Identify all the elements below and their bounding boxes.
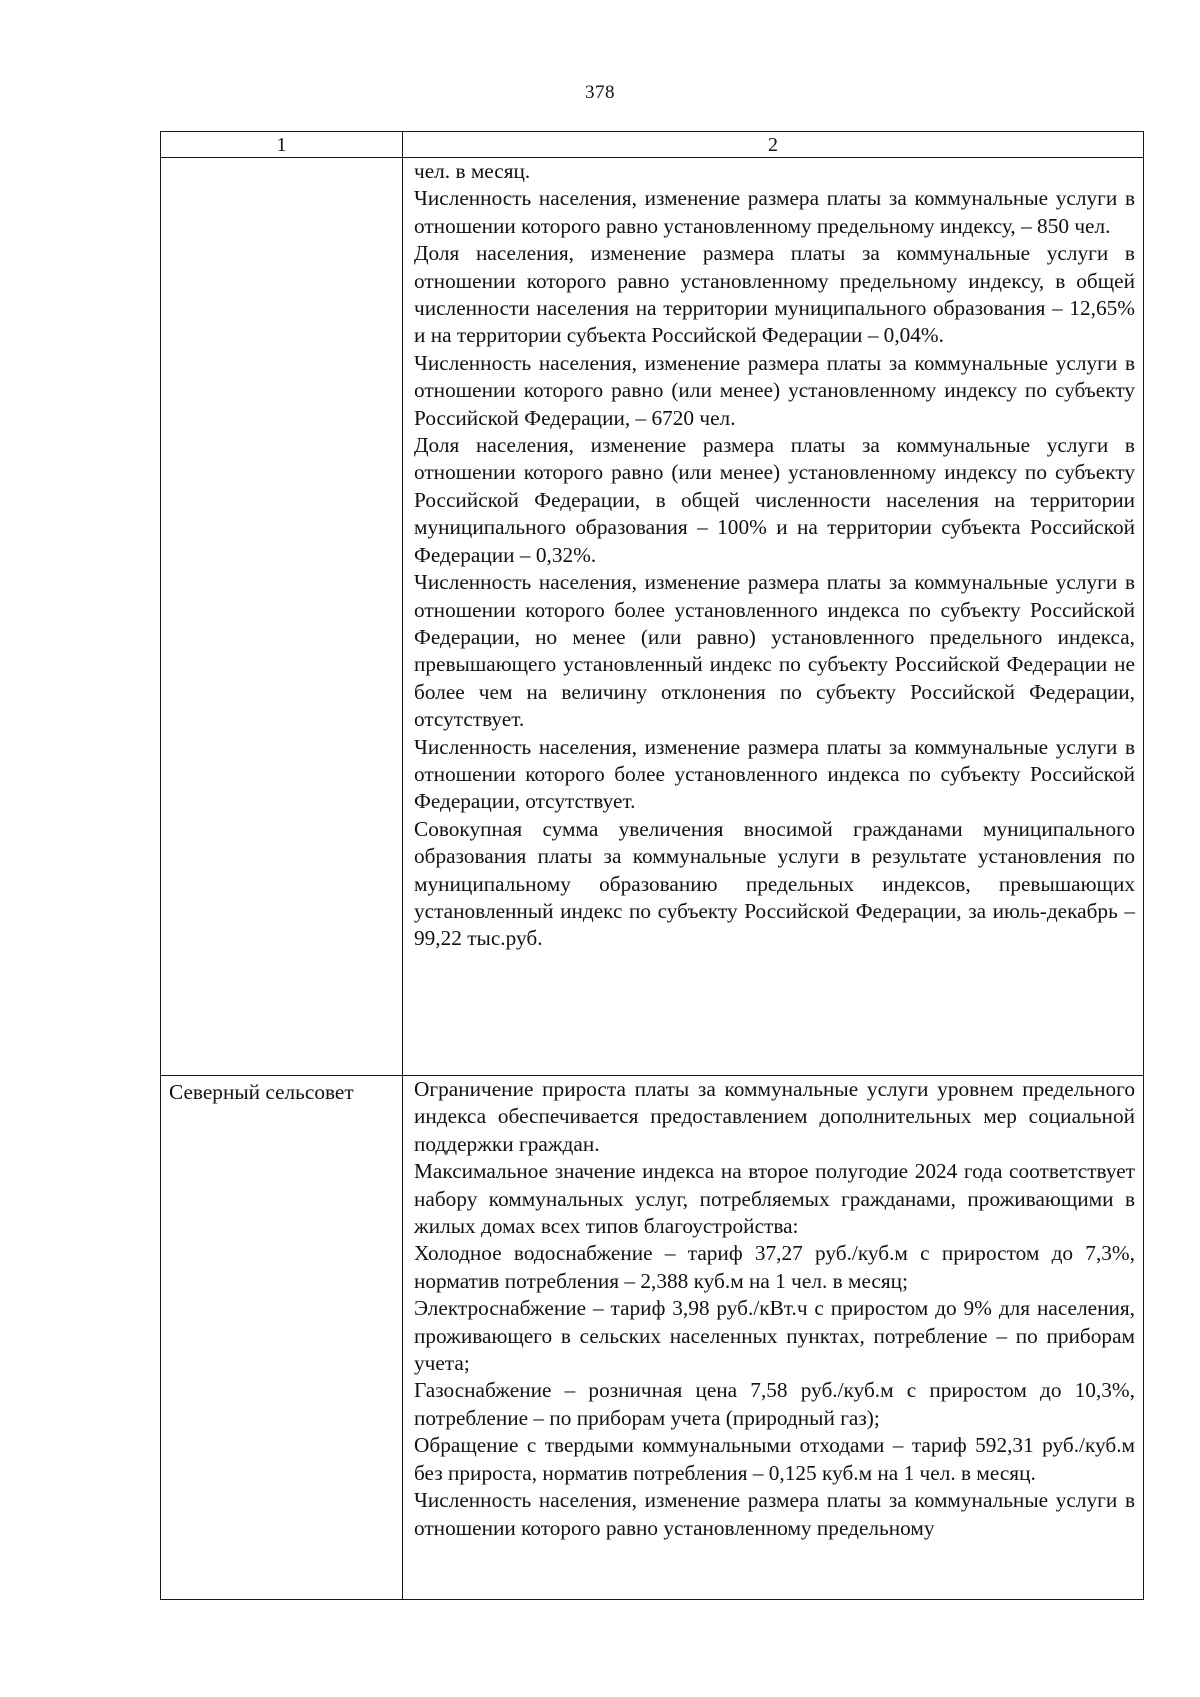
paragraph: Численность населения, изменение размера платы за коммунальные услуги в отношении которого равно установленному предельному <box>414 1488 1135 1540</box>
paragraph: Численность населения, изменение размера платы за коммунальные услуги в отношении которого более установленного индекса по субъекту Российской Федерации, отсутствует. <box>414 734 1135 814</box>
paragraph: Численность населения, изменение размера платы за коммунальные услуги в отношении которого равно установленному предельному индексу, – 850 чел. <box>414 186 1135 238</box>
table-row <box>161 1076 1144 1600</box>
paragraph: Холодное водоснабжение – тариф 37,27 руб./куб.м с приростом до 7,3%, норматив потребления – 2,388 куб.м на 1 чел. в месяц; <box>414 1241 1135 1293</box>
column-header-1: 1 <box>161 132 403 158</box>
paragraph: Численность населения, изменение размера платы за коммунальные услуги в отношении которого равно (или менее) установленному индексу по субъекту Российской Федерации, – 6720 чел. <box>414 350 1135 430</box>
paragraph: Максимальное значение индекса на второе полугодие 2024 года соответствует набору коммунальных услуг, потребляемых гражданами, проживающими в жилых домах всех типов благоустройства: <box>414 1159 1135 1239</box>
territory-cell <box>161 158 403 1076</box>
paragraph: Численность населения, изменение размера платы за коммунальные услуги в отношении которого более установленного индекса по субъекту Российской Федерации, но менее (или равно) установленного предельного индекса, превышающего установленный индекс по субъекту Российской Федерации не более чем на величину отклонения по субъекту Российской Федерации, отсутствует. <box>414 570 1135 732</box>
table-header-row <box>161 132 1144 158</box>
territory-cell: Северный сельсовет <box>161 1076 403 1600</box>
paragraph: Совокупная сумма увеличения вносимой гражданами муниципального образования платы за коммунальные услуги в результате установления по муниципальному образованию предельных индексов, превышающих установленный индекс по субъекту Российской Федерации, за июль-декабрь – 99,22 тыс.руб. <box>414 816 1135 951</box>
data-table <box>160 131 1144 1600</box>
column-header-2: 2 <box>403 132 1144 158</box>
paragraph: Электроснабжение – тариф 3,98 руб./кВт.ч с приростом до 9% для населения, проживающего в сельских населенных пунктах, потребление – по приборам учета; <box>414 1296 1135 1376</box>
paragraph: Ограничение прироста платы за коммунальные услуги уровнем предельного индекса обеспечивается предоставлением дополнительных мер социальной поддержки граждан. <box>414 1077 1135 1156</box>
description-cell <box>403 1076 1144 1600</box>
paragraph: чел. в месяц. <box>414 159 531 183</box>
paragraph: Газоснабжение – розничная цена 7,58 руб./куб.м с приростом до 10,3%, потребление – по приборам учета (природный газ); <box>414 1378 1135 1430</box>
page-number: 378 <box>585 82 615 103</box>
table-row <box>161 158 1144 1076</box>
description-cell <box>403 158 1144 1076</box>
paragraph: Обращение с твердыми коммунальными отходами – тариф 592,31 руб./куб.м без прироста, норматив потребления – 0,125 куб.м на 1 чел. в месяц. <box>414 1433 1135 1485</box>
paragraph: Доля населения, изменение размера платы за коммунальные услуги в отношении которого равно (или менее) установленному индексу по субъекту Российской Федерации, в общей численности населения на территории муниципального образования – 100% и на территории субъекта Российской Федерации – 0,32%. <box>414 433 1135 567</box>
paragraph: Доля населения, изменение размера платы за коммунальные услуги в отношении которого равно установленному предельному индексу, в общей численности населения на территории муниципального образования – 12,65% и на территории субъекта Российской Федерации – 0,04%. <box>414 241 1135 348</box>
